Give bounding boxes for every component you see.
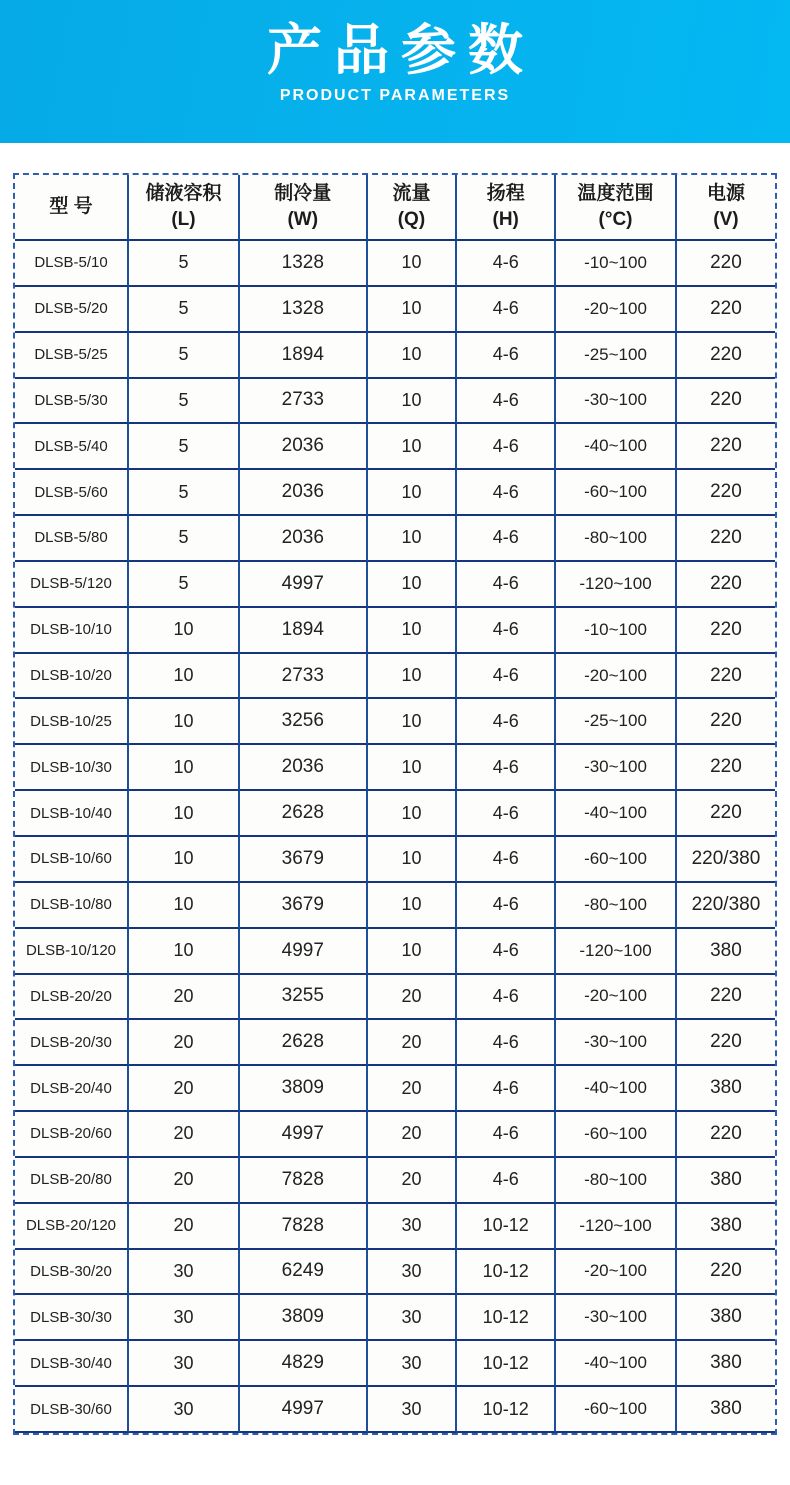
temp-range-cell: -120~100 bbox=[556, 929, 677, 975]
flow-cell: 10 bbox=[368, 699, 458, 745]
model-cell: DLSB-20/20 bbox=[15, 975, 129, 1021]
column-header-power-supply bbox=[677, 175, 775, 241]
flow-cell: 10 bbox=[368, 929, 458, 975]
page-subtitle: PRODUCT PARAMETERS bbox=[279, 87, 511, 104]
table-row bbox=[15, 424, 775, 470]
banner bbox=[0, 0, 790, 143]
flow-cell: 20 bbox=[368, 1158, 458, 1204]
flow-cell: 30 bbox=[368, 1250, 458, 1296]
capacity-cell: 30 bbox=[129, 1341, 240, 1387]
model-cell: DLSB-5/80 bbox=[15, 516, 129, 562]
column-header-model bbox=[15, 175, 129, 241]
cooling-power-cell: 4997 bbox=[240, 1112, 368, 1158]
column-unit: (W) bbox=[287, 209, 319, 230]
column-label: 电源 bbox=[706, 183, 745, 205]
product-parameters-table bbox=[13, 173, 777, 1435]
flow-cell: 10 bbox=[368, 745, 458, 791]
power-supply-cell: 220 bbox=[677, 287, 775, 333]
temp-range-cell: -20~100 bbox=[556, 975, 677, 1021]
power-supply-cell: 220 bbox=[677, 424, 775, 470]
model-cell: DLSB-20/40 bbox=[15, 1066, 129, 1112]
model-cell: DLSB-10/80 bbox=[15, 883, 129, 929]
power-supply-cell: 220/380 bbox=[677, 837, 775, 883]
flow-cell: 10 bbox=[368, 379, 458, 425]
table-row bbox=[15, 1387, 775, 1433]
table-row bbox=[15, 470, 775, 516]
cooling-power-cell: 2733 bbox=[240, 379, 368, 425]
power-supply-cell: 220 bbox=[677, 1020, 775, 1066]
table-row bbox=[15, 1250, 775, 1296]
table-row bbox=[15, 791, 775, 837]
capacity-cell: 10 bbox=[129, 654, 240, 700]
lift-cell: 4-6 bbox=[457, 745, 556, 791]
model-cell: DLSB-30/20 bbox=[15, 1250, 129, 1296]
capacity-cell: 5 bbox=[129, 562, 240, 608]
cooling-power-cell: 2036 bbox=[240, 470, 368, 516]
model-cell: DLSB-30/60 bbox=[15, 1387, 129, 1433]
column-header-cooling-power bbox=[240, 175, 368, 241]
flow-cell: 10 bbox=[368, 333, 458, 379]
power-supply-cell: 220 bbox=[677, 975, 775, 1021]
model-cell: DLSB-10/25 bbox=[15, 699, 129, 745]
spec-table bbox=[15, 175, 775, 1433]
temp-range-cell: -40~100 bbox=[556, 1341, 677, 1387]
temp-range-cell: -25~100 bbox=[556, 699, 677, 745]
table-row bbox=[15, 837, 775, 883]
lift-cell: 4-6 bbox=[457, 241, 556, 287]
model-cell: DLSB-5/30 bbox=[15, 379, 129, 425]
model-cell: DLSB-10/120 bbox=[15, 929, 129, 975]
table-row bbox=[15, 287, 775, 333]
capacity-cell: 5 bbox=[129, 287, 240, 333]
column-unit: (Q) bbox=[397, 209, 426, 230]
power-supply-cell: 380 bbox=[677, 1295, 775, 1341]
temp-range-cell: -10~100 bbox=[556, 608, 677, 654]
lift-cell: 4-6 bbox=[457, 791, 556, 837]
power-supply-cell: 220 bbox=[677, 1250, 775, 1296]
cooling-power-cell: 2733 bbox=[240, 654, 368, 700]
model-cell: DLSB-30/40 bbox=[15, 1341, 129, 1387]
model-cell: DLSB-5/120 bbox=[15, 562, 129, 608]
power-supply-cell: 220 bbox=[677, 1112, 775, 1158]
header-row bbox=[15, 175, 775, 241]
power-supply-cell: 380 bbox=[677, 1158, 775, 1204]
cooling-power-cell: 1328 bbox=[240, 287, 368, 333]
capacity-cell: 20 bbox=[129, 1066, 240, 1112]
temp-range-cell: -120~100 bbox=[556, 562, 677, 608]
flow-cell: 10 bbox=[368, 424, 458, 470]
power-supply-cell: 220 bbox=[677, 699, 775, 745]
cooling-power-cell: 2036 bbox=[240, 516, 368, 562]
temp-range-cell: -80~100 bbox=[556, 883, 677, 929]
flow-cell: 30 bbox=[368, 1387, 458, 1433]
table-body bbox=[15, 241, 775, 1433]
lift-cell: 4-6 bbox=[457, 1158, 556, 1204]
temp-range-cell: -20~100 bbox=[556, 654, 677, 700]
lift-cell: 4-6 bbox=[457, 1066, 556, 1112]
table-row bbox=[15, 1204, 775, 1250]
lift-cell: 10-12 bbox=[457, 1341, 556, 1387]
cooling-power-cell: 6249 bbox=[240, 1250, 368, 1296]
power-supply-cell: 380 bbox=[677, 1204, 775, 1250]
cooling-power-cell: 1328 bbox=[240, 241, 368, 287]
power-supply-cell: 380 bbox=[677, 929, 775, 975]
flow-cell: 10 bbox=[368, 791, 458, 837]
cooling-power-cell: 2036 bbox=[240, 424, 368, 470]
flow-cell: 10 bbox=[368, 837, 458, 883]
power-supply-cell: 380 bbox=[677, 1341, 775, 1387]
table-row bbox=[15, 1158, 775, 1204]
capacity-cell: 20 bbox=[129, 1112, 240, 1158]
model-cell: DLSB-5/60 bbox=[15, 470, 129, 516]
lift-cell: 10-12 bbox=[457, 1295, 556, 1341]
power-supply-cell: 220 bbox=[677, 654, 775, 700]
lift-cell: 4-6 bbox=[457, 470, 556, 516]
flow-cell: 10 bbox=[368, 608, 458, 654]
flow-cell: 20 bbox=[368, 975, 458, 1021]
model-cell: DLSB-20/120 bbox=[15, 1204, 129, 1250]
lift-cell: 4-6 bbox=[457, 1020, 556, 1066]
cooling-power-cell: 3679 bbox=[240, 883, 368, 929]
lift-cell: 4-6 bbox=[457, 654, 556, 700]
lift-cell: 4-6 bbox=[457, 883, 556, 929]
capacity-cell: 30 bbox=[129, 1387, 240, 1433]
model-cell: DLSB-10/60 bbox=[15, 837, 129, 883]
column-header-temp-range bbox=[556, 175, 677, 241]
lift-cell: 4-6 bbox=[457, 287, 556, 333]
column-header-lift bbox=[457, 175, 556, 241]
flow-cell: 10 bbox=[368, 470, 458, 516]
power-supply-cell: 380 bbox=[677, 1066, 775, 1112]
temp-range-cell: -60~100 bbox=[556, 837, 677, 883]
flow-cell: 10 bbox=[368, 287, 458, 333]
page-title: 产品参数 bbox=[266, 18, 535, 82]
table-row bbox=[15, 1341, 775, 1387]
temp-range-cell: -80~100 bbox=[556, 516, 677, 562]
column-unit: (°C) bbox=[598, 209, 633, 230]
capacity-cell: 5 bbox=[129, 379, 240, 425]
model-cell: DLSB-10/30 bbox=[15, 745, 129, 791]
table-row bbox=[15, 883, 775, 929]
power-supply-cell: 220 bbox=[677, 562, 775, 608]
table-row bbox=[15, 699, 775, 745]
cooling-power-cell: 3809 bbox=[240, 1066, 368, 1112]
flow-cell: 10 bbox=[368, 654, 458, 700]
power-supply-cell: 220 bbox=[677, 516, 775, 562]
cooling-power-cell: 2628 bbox=[240, 791, 368, 837]
column-label: 扬程 bbox=[486, 183, 525, 205]
temp-range-cell: -120~100 bbox=[556, 1204, 677, 1250]
column-unit: (V) bbox=[713, 209, 739, 230]
capacity-cell: 10 bbox=[129, 699, 240, 745]
lift-cell: 10-12 bbox=[457, 1250, 556, 1296]
capacity-cell: 5 bbox=[129, 424, 240, 470]
flow-cell: 20 bbox=[368, 1066, 458, 1112]
column-header-flow bbox=[368, 175, 458, 241]
power-supply-cell: 220 bbox=[677, 241, 775, 287]
model-cell: DLSB-20/60 bbox=[15, 1112, 129, 1158]
temp-range-cell: -30~100 bbox=[556, 1295, 677, 1341]
capacity-cell: 5 bbox=[129, 470, 240, 516]
temp-range-cell: -25~100 bbox=[556, 333, 677, 379]
capacity-cell: 30 bbox=[129, 1295, 240, 1341]
model-cell: DLSB-10/10 bbox=[15, 608, 129, 654]
temp-range-cell: -40~100 bbox=[556, 424, 677, 470]
model-cell: DLSB-20/30 bbox=[15, 1020, 129, 1066]
column-unit: (L) bbox=[171, 209, 196, 230]
power-supply-cell: 220 bbox=[677, 470, 775, 516]
power-supply-cell: 220 bbox=[677, 745, 775, 791]
table-row bbox=[15, 608, 775, 654]
model-cell: DLSB-5/20 bbox=[15, 287, 129, 333]
temp-range-cell: -40~100 bbox=[556, 1066, 677, 1112]
lift-cell: 4-6 bbox=[457, 424, 556, 470]
model-cell: DLSB-30/30 bbox=[15, 1295, 129, 1341]
capacity-cell: 5 bbox=[129, 241, 240, 287]
column-label: 储液容积 bbox=[145, 183, 222, 205]
column-label: 温度范围 bbox=[577, 183, 654, 205]
capacity-cell: 10 bbox=[129, 929, 240, 975]
temp-range-cell: -60~100 bbox=[556, 470, 677, 516]
lift-cell: 4-6 bbox=[457, 516, 556, 562]
lift-cell: 4-6 bbox=[457, 1112, 556, 1158]
table-header bbox=[15, 175, 775, 241]
power-supply-cell: 380 bbox=[677, 1387, 775, 1433]
cooling-power-cell: 2036 bbox=[240, 745, 368, 791]
cooling-power-cell: 7828 bbox=[240, 1158, 368, 1204]
temp-range-cell: -10~100 bbox=[556, 241, 677, 287]
cooling-power-cell: 3809 bbox=[240, 1295, 368, 1341]
capacity-cell: 10 bbox=[129, 608, 240, 654]
capacity-cell: 20 bbox=[129, 1204, 240, 1250]
lift-cell: 4-6 bbox=[457, 837, 556, 883]
temp-range-cell: -20~100 bbox=[556, 1250, 677, 1296]
flow-cell: 20 bbox=[368, 1020, 458, 1066]
lift-cell: 4-6 bbox=[457, 975, 556, 1021]
table-row bbox=[15, 929, 775, 975]
model-cell: DLSB-20/80 bbox=[15, 1158, 129, 1204]
lift-cell: 10-12 bbox=[457, 1204, 556, 1250]
temp-range-cell: -60~100 bbox=[556, 1387, 677, 1433]
table-row bbox=[15, 562, 775, 608]
cooling-power-cell: 2628 bbox=[240, 1020, 368, 1066]
cooling-power-cell: 3679 bbox=[240, 837, 368, 883]
column-header-capacity bbox=[129, 175, 240, 241]
capacity-cell: 10 bbox=[129, 883, 240, 929]
cooling-power-cell: 4997 bbox=[240, 929, 368, 975]
model-cell: DLSB-5/25 bbox=[15, 333, 129, 379]
temp-range-cell: -60~100 bbox=[556, 1112, 677, 1158]
cooling-power-cell: 3255 bbox=[240, 975, 368, 1021]
temp-range-cell: -20~100 bbox=[556, 287, 677, 333]
capacity-cell: 20 bbox=[129, 1020, 240, 1066]
model-cell: DLSB-5/40 bbox=[15, 424, 129, 470]
capacity-cell: 10 bbox=[129, 745, 240, 791]
table-row bbox=[15, 516, 775, 562]
column-label: 制冷量 bbox=[274, 183, 332, 205]
cooling-power-cell: 3256 bbox=[240, 699, 368, 745]
table-row bbox=[15, 745, 775, 791]
column-unit: (H) bbox=[492, 209, 519, 230]
cooling-power-cell: 4997 bbox=[240, 562, 368, 608]
table-row bbox=[15, 1020, 775, 1066]
power-supply-cell: 220 bbox=[677, 379, 775, 425]
model-cell: DLSB-10/20 bbox=[15, 654, 129, 700]
power-supply-cell: 220 bbox=[677, 333, 775, 379]
flow-cell: 20 bbox=[368, 1112, 458, 1158]
power-supply-cell: 220/380 bbox=[677, 883, 775, 929]
flow-cell: 30 bbox=[368, 1341, 458, 1387]
flow-cell: 10 bbox=[368, 883, 458, 929]
capacity-cell: 30 bbox=[129, 1250, 240, 1296]
lift-cell: 4-6 bbox=[457, 608, 556, 654]
table-row bbox=[15, 654, 775, 700]
table-row bbox=[15, 1295, 775, 1341]
column-label: 流量 bbox=[392, 183, 431, 205]
capacity-cell: 5 bbox=[129, 516, 240, 562]
cooling-power-cell: 1894 bbox=[240, 333, 368, 379]
temp-range-cell: -40~100 bbox=[556, 791, 677, 837]
capacity-cell: 5 bbox=[129, 333, 240, 379]
capacity-cell: 10 bbox=[129, 837, 240, 883]
lift-cell: 4-6 bbox=[457, 562, 556, 608]
table-row bbox=[15, 241, 775, 287]
lift-cell: 4-6 bbox=[457, 333, 556, 379]
table-row bbox=[15, 975, 775, 1021]
cooling-power-cell: 1894 bbox=[240, 608, 368, 654]
capacity-cell: 20 bbox=[129, 1158, 240, 1204]
table-row bbox=[15, 1066, 775, 1112]
table-row bbox=[15, 1112, 775, 1158]
flow-cell: 10 bbox=[368, 241, 458, 287]
temp-range-cell: -30~100 bbox=[556, 379, 677, 425]
model-cell: DLSB-5/10 bbox=[15, 241, 129, 287]
power-supply-cell: 220 bbox=[677, 608, 775, 654]
temp-range-cell: -30~100 bbox=[556, 745, 677, 791]
flow-cell: 30 bbox=[368, 1204, 458, 1250]
model-cell: DLSB-10/40 bbox=[15, 791, 129, 837]
lift-cell: 4-6 bbox=[457, 699, 556, 745]
lift-cell: 10-12 bbox=[457, 1387, 556, 1433]
cooling-power-cell: 4829 bbox=[240, 1341, 368, 1387]
cooling-power-cell: 4997 bbox=[240, 1387, 368, 1433]
temp-range-cell: -30~100 bbox=[556, 1020, 677, 1066]
cooling-power-cell: 7828 bbox=[240, 1204, 368, 1250]
capacity-cell: 20 bbox=[129, 975, 240, 1021]
flow-cell: 10 bbox=[368, 562, 458, 608]
flow-cell: 30 bbox=[368, 1295, 458, 1341]
table-row bbox=[15, 333, 775, 379]
lift-cell: 4-6 bbox=[457, 929, 556, 975]
lift-cell: 4-6 bbox=[457, 379, 556, 425]
column-label: 型 号 bbox=[49, 196, 93, 218]
flow-cell: 10 bbox=[368, 516, 458, 562]
table-row bbox=[15, 379, 775, 425]
capacity-cell: 10 bbox=[129, 791, 240, 837]
temp-range-cell: -80~100 bbox=[556, 1158, 677, 1204]
power-supply-cell: 220 bbox=[677, 791, 775, 837]
